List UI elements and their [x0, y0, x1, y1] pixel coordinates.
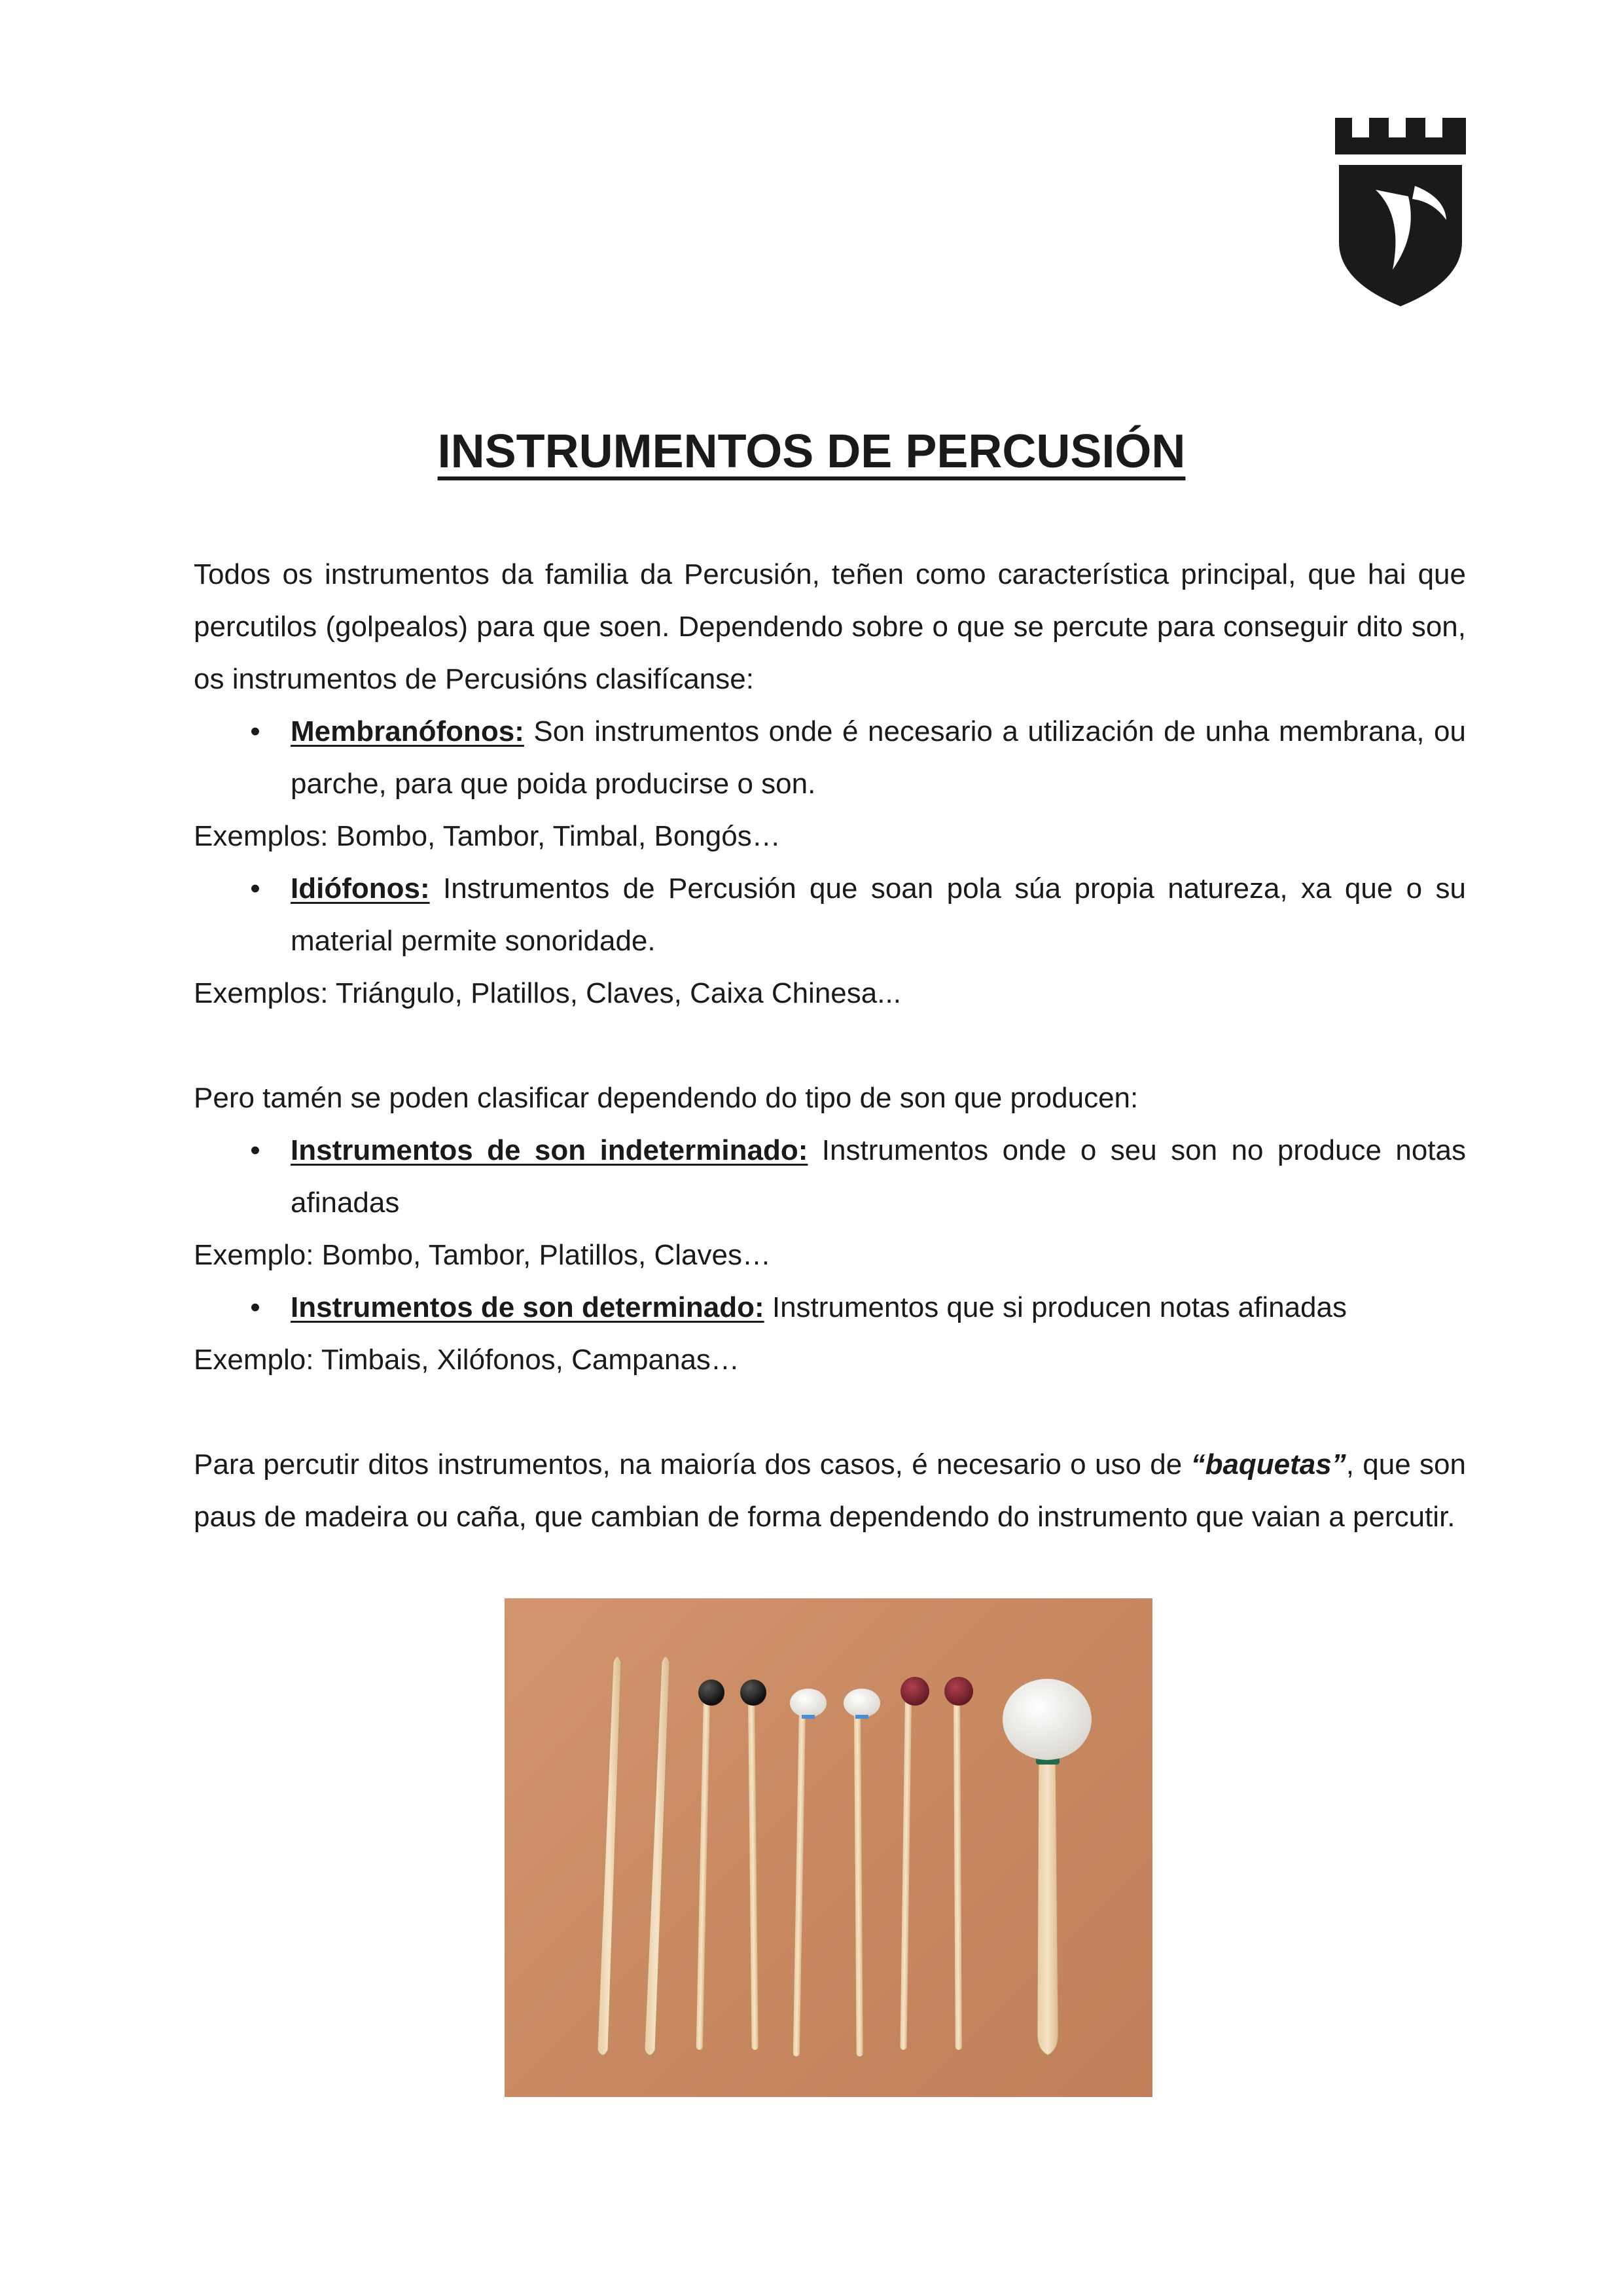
term-description: Son instrumentos onde é necesario a utilización de unha membrana, ou parche, para que poida producirse o son.: [291, 715, 1466, 800]
examples-line: Exemplos: Bombo, Tambor, Timbal, Bongós…: [194, 820, 781, 852]
bullet-icon: •: [250, 1291, 260, 1323]
section-intro: Pero tamén se poden clasificar dependendo do tipo de son que producen:: [194, 1082, 1139, 1114]
list-item-text: [291, 706, 1466, 810]
term-description: Instrumentos onde o seu son no produce notas afinadas: [291, 1134, 1466, 1219]
drumsticks-and-mallets-photo: [505, 1598, 1152, 2097]
term-label: Idiófonos:: [291, 872, 430, 905]
term-label: Instrumentos de son determinado:: [291, 1291, 764, 1323]
list-item-text: [291, 863, 1466, 967]
examples-line: Exemplo: Bombo, Tambor, Platillos, Claves…: [194, 1239, 771, 1271]
list-item-membranofonos: [242, 706, 1466, 810]
list-item-idiofonos: [242, 863, 1466, 967]
list-item-son-indeterminado: [242, 1124, 1466, 1229]
bullet-icon: •: [250, 715, 260, 747]
closing-text-before: Para percutir ditos instrumentos, na maioría dos casos, é necesario o uso de: [194, 1448, 1191, 1480]
list-item-son-determinado: [242, 1282, 1466, 1334]
term-description: Instrumentos que si producen notas afinadas: [764, 1291, 1347, 1323]
examples-line: Exemplo: Timbais, Xilófonos, Campanas…: [194, 1344, 740, 1376]
closing-paragraph: [194, 1439, 1466, 1543]
list-item-text: [291, 1124, 1466, 1229]
shield-castle-logo-icon: [1335, 118, 1466, 308]
bullet-icon: •: [250, 872, 260, 905]
term-label: Instrumentos de son indeterminado:: [291, 1134, 808, 1166]
bullet-icon: •: [250, 1134, 260, 1166]
term-description: Instrumentos de Percusión que soan pola súa propia natureza, xa que o su material permite sonoridade.: [291, 872, 1466, 957]
page-title: INSTRUMENTOS DE PERCUSIÓN: [437, 425, 1186, 478]
intro-paragraph: Todos os instrumentos da familia da Percusión, teñen como característica principal, que hai que percutilos (golpealos) para que soen. Dependendo sobre o que se percute para conseguir dito son, os instrumentos de Percusións clasifícanse:: [194, 558, 1466, 695]
examples-line: Exemplos: Triángulo, Platillos, Claves, Caixa Chinesa...: [194, 977, 901, 1009]
term-label: Membranófonos:: [291, 715, 524, 747]
list-item-text: [291, 1282, 1466, 1334]
closing-text-after: , que son paus de madeira ou caña, que cambian de forma dependendo do instrumento que vaian a percutir.: [194, 1448, 1467, 1533]
closing-emphasis: “baquetas”: [1190, 1448, 1346, 1480]
